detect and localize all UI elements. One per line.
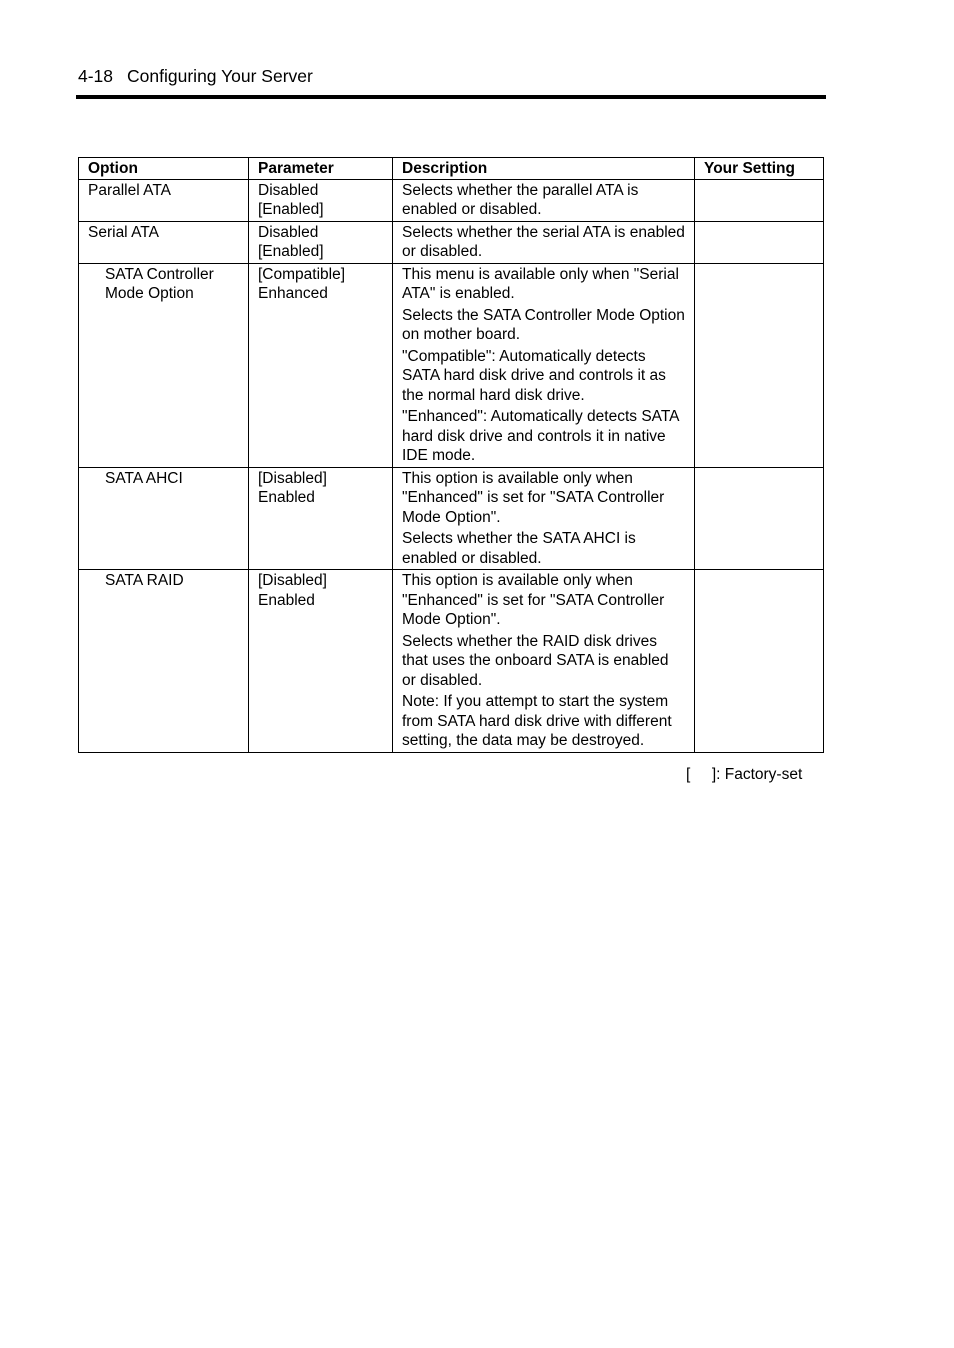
parameter-value: [Enabled] (258, 243, 324, 260)
your-setting-cell (695, 221, 824, 263)
parameter-value: [Compatible] (258, 265, 346, 283)
table-row (79, 179, 824, 221)
settings-table (78, 157, 824, 753)
description-cell (393, 570, 695, 753)
parameter-cell (249, 570, 393, 753)
your-setting-cell (695, 263, 824, 467)
column-header-parameter: Parameter (249, 158, 393, 180)
parameter-value: [Disabled] (258, 572, 327, 589)
parameter-value: [Disabled] (258, 469, 327, 487)
table-row (79, 467, 824, 570)
parameter-value: Enhanced (258, 285, 328, 302)
option-cell: Parallel ATA (79, 179, 249, 221)
your-setting-cell (695, 570, 824, 753)
option-cell: SATA AHCI (79, 467, 249, 570)
column-header-description: Description (393, 158, 695, 180)
header-rule (76, 95, 826, 99)
your-setting-cell (695, 467, 824, 570)
description-paragraph: Selects whether the RAID disk drives that uses the onboard SATA is enabled or disabled. (402, 632, 669, 689)
page-header (78, 66, 313, 86)
parameter-value: Enabled (258, 591, 315, 609)
description-paragraph: Selects whether the SATA AHCI is enabled or disabled. (402, 530, 636, 567)
description-cell (393, 179, 695, 221)
description-paragraph: Selects the SATA Controller Mode Option on mother board. (402, 306, 685, 343)
your-setting-cell (695, 179, 824, 221)
description-paragraph: This option is available only when "Enhanced" is set for "SATA Controller Mode Option". (402, 572, 665, 628)
parameter-cell (249, 179, 393, 221)
description-paragraph: "Compatible": Automatically detects SATA hard disk drive and controls it as the normal hard disk drive. (402, 347, 666, 404)
option-cell: SATA Controller Mode Option (79, 263, 249, 467)
page-number: 4-18 (78, 66, 114, 86)
description-paragraph: Selects whether the parallel ATA is enabled or disabled. (402, 181, 639, 218)
parameter-value: Enabled (258, 489, 315, 506)
description-cell (393, 467, 695, 570)
description-paragraph: Note: If you attempt to start the system from SATA hard disk drive with different setting, the data may be destroyed. (402, 693, 672, 749)
table-header-row (79, 158, 824, 180)
description-paragraph: This menu is available only when "Serial ATA" is enabled. (402, 265, 679, 302)
parameter-value: Disabled (258, 223, 319, 241)
table-body (79, 179, 824, 752)
page-title: Configuring Your Server (127, 66, 313, 86)
table-row (79, 263, 824, 467)
parameter-value: Disabled (258, 181, 319, 199)
description-paragraph: "Enhanced": Automatically detects SATA hard disk drive and controls it in native IDE mode. (402, 408, 679, 464)
column-header-option: Option (79, 158, 249, 180)
table-row (79, 221, 824, 263)
description-cell (393, 263, 695, 467)
option-cell: Serial ATA (79, 221, 249, 263)
option-cell: SATA RAID (79, 570, 249, 753)
description-paragraph: This option is available only when "Enhanced" is set for "SATA Controller Mode Option". (402, 469, 665, 526)
parameter-cell (249, 263, 393, 467)
parameter-cell (249, 221, 393, 263)
description-cell (393, 221, 695, 263)
parameter-value: [Enabled] (258, 201, 324, 218)
column-header-your-setting: Your Setting (695, 158, 824, 180)
table-row (79, 570, 824, 753)
description-paragraph: Selects whether the serial ATA is enabled or disabled. (402, 223, 685, 260)
parameter-cell (249, 467, 393, 570)
factory-set-footnote: [ ]: Factory-set (686, 766, 803, 783)
